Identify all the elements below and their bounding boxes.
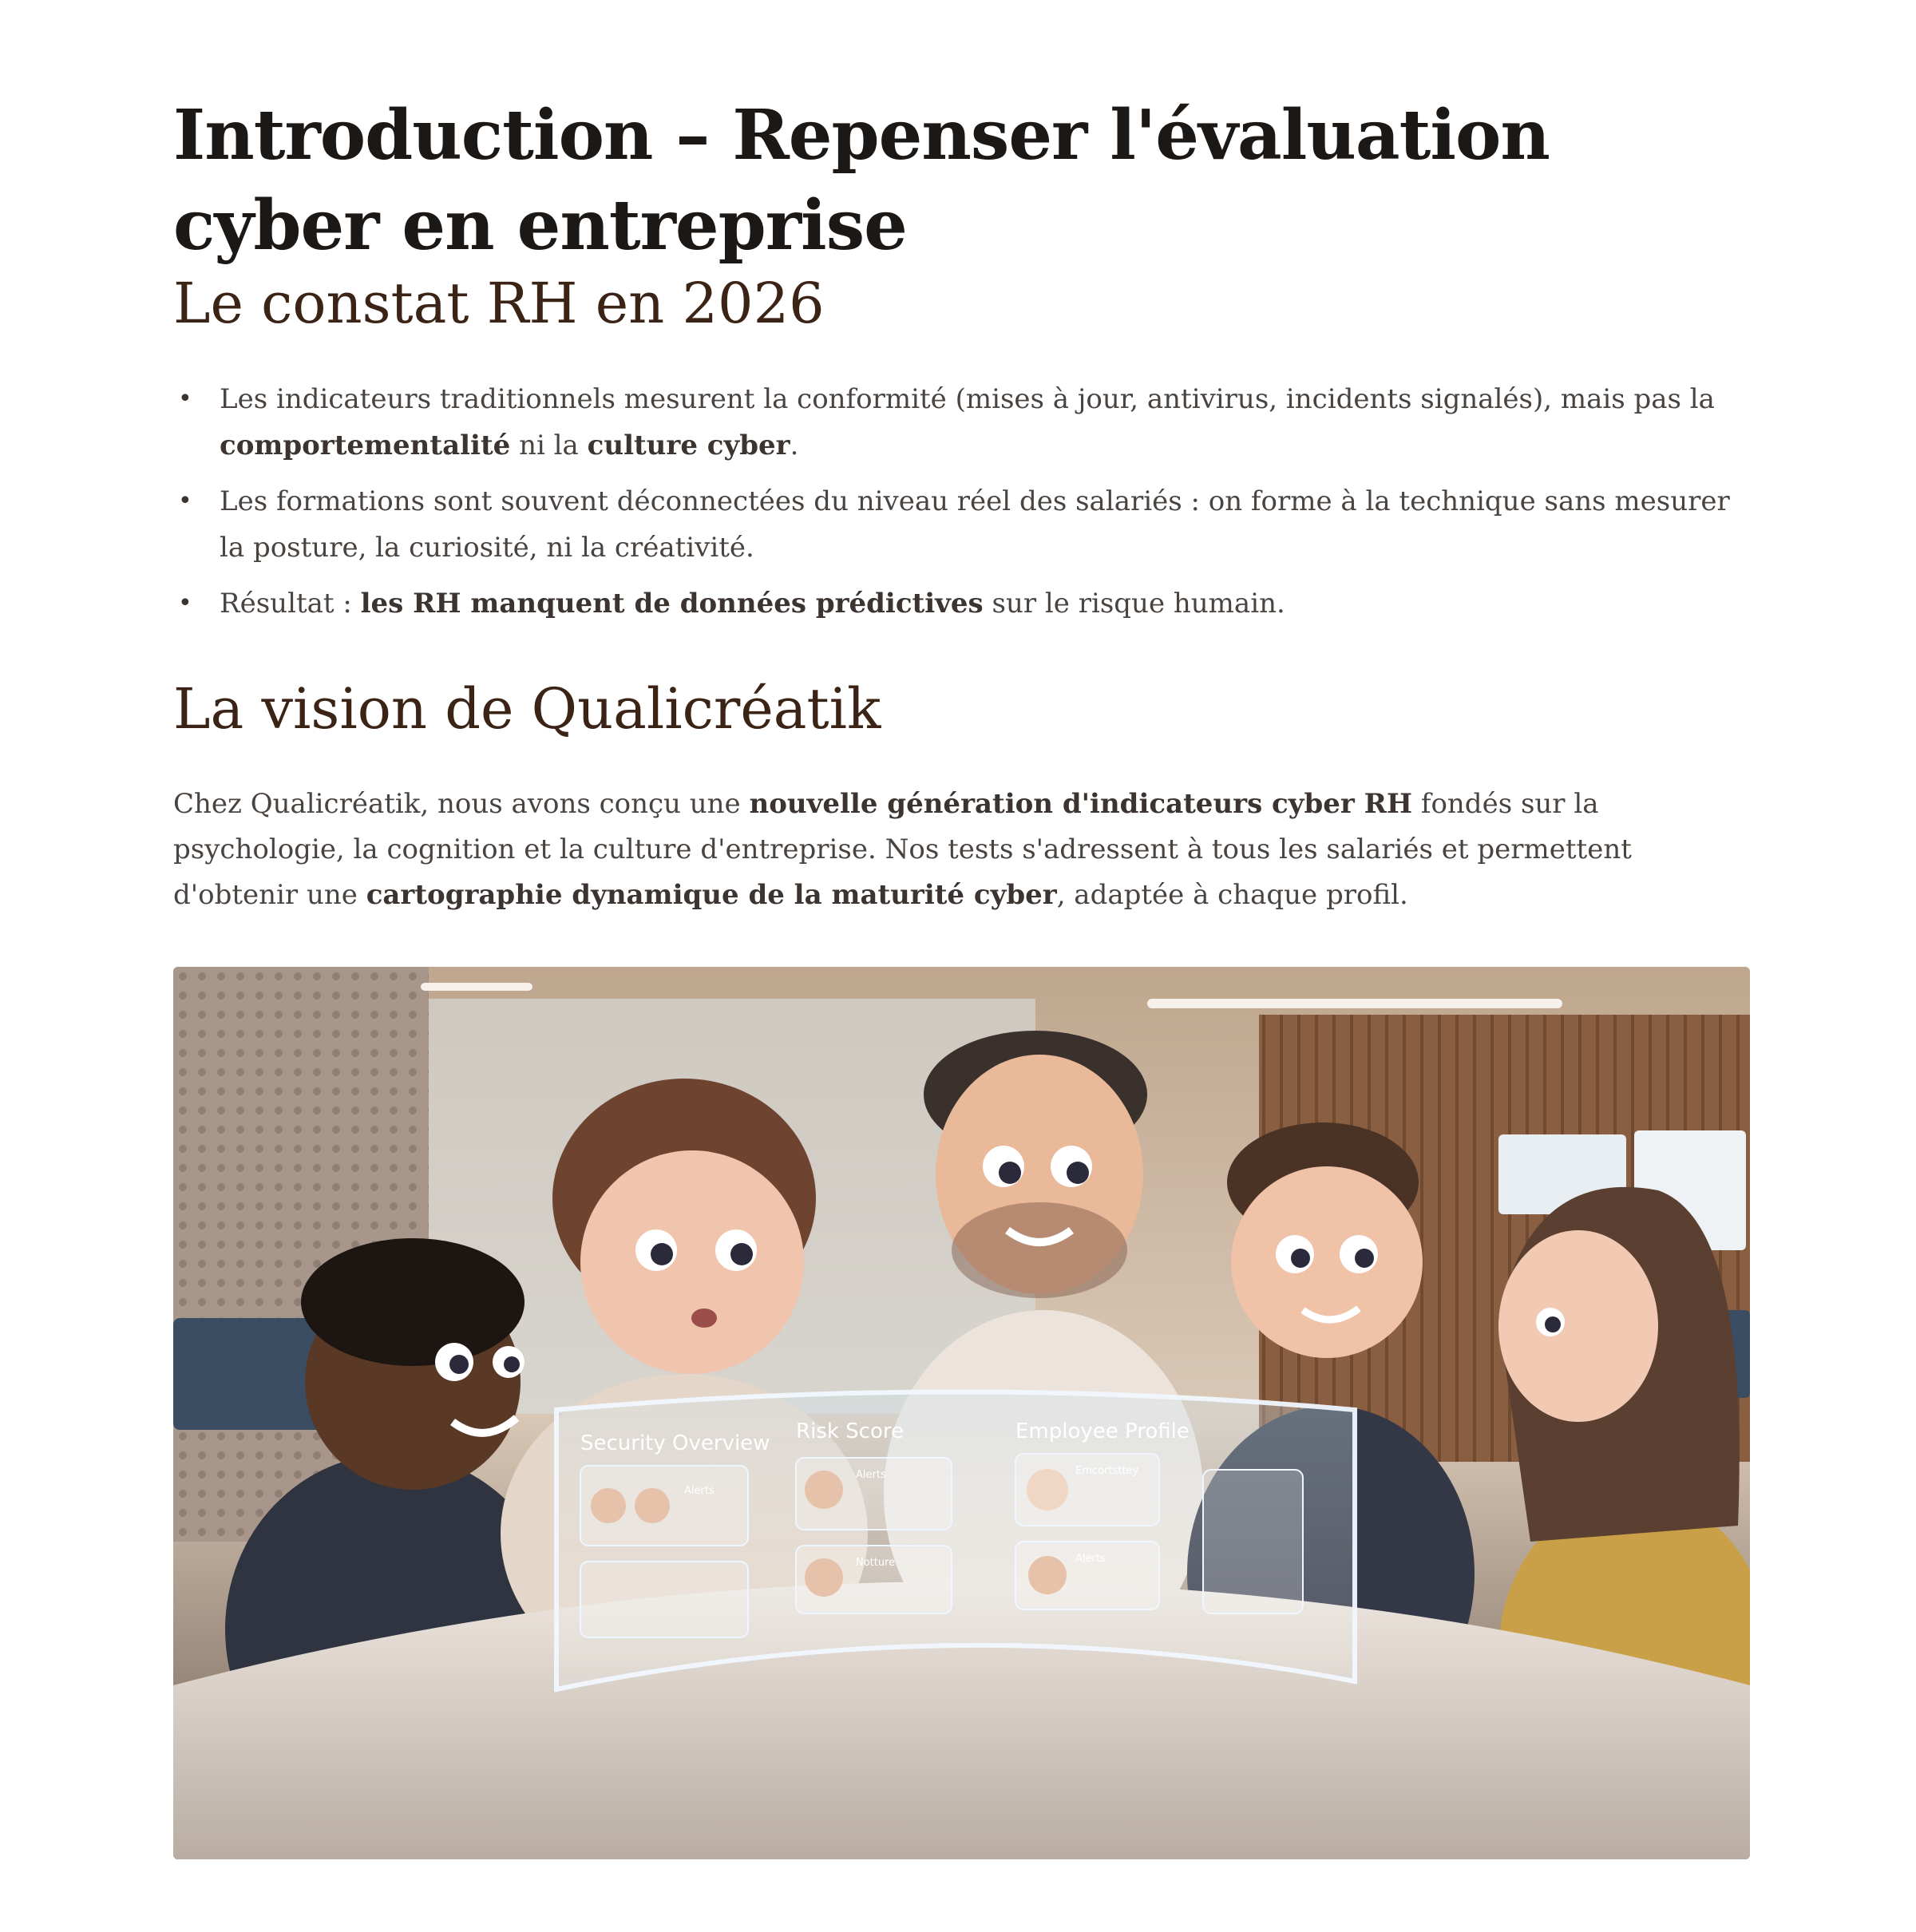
bullet-icon: • xyxy=(178,487,192,515)
card-label: Alerts xyxy=(1075,1553,1106,1565)
bullet-text: . xyxy=(790,430,799,461)
bullet-icon: • xyxy=(178,589,192,617)
para-text: fondés sur la psychologie, la cognition et la culture d'entreprise. Nos tests s'adressent à tous les salariés et permettent d'obtenir une xyxy=(173,788,1632,911)
card-label: Notture xyxy=(856,1557,896,1569)
card-label: Emcortsttey xyxy=(1075,1465,1139,1477)
para-text: , adaptée à chaque profil. xyxy=(1056,879,1408,911)
list-item xyxy=(173,478,1750,571)
avatar xyxy=(1028,1556,1067,1594)
bullet-emphasis: comportementalité xyxy=(220,430,511,461)
para-emphasis: cartographie dynamique de la maturité cyber xyxy=(366,879,1057,911)
avatar xyxy=(1027,1469,1068,1510)
ceiling-light xyxy=(1147,999,1562,1008)
card-label: Alerts xyxy=(684,1485,715,1497)
hologram-card xyxy=(1203,1470,1303,1613)
card-label: Alerts xyxy=(856,1469,886,1481)
list-item xyxy=(173,580,1750,627)
page-title: Introduction – Repenser l'évaluation cyber en entreprise xyxy=(173,95,1550,266)
section-heading-vision: La vision de Qualicréatik xyxy=(173,676,881,742)
panel-title: Security Overview xyxy=(580,1431,770,1455)
avatar xyxy=(805,1558,843,1597)
bullet-emphasis: culture cyber xyxy=(587,430,790,461)
list-item xyxy=(173,376,1750,469)
panel-title: Risk Score xyxy=(796,1419,904,1443)
hologram-card xyxy=(580,1562,748,1637)
bullet-emphasis: les RH manquent de données prédictives xyxy=(360,588,984,620)
avatar xyxy=(805,1471,843,1509)
bullet-text: Les indicateurs traditionnels mesurent la conformité (mises à jour, antivirus, incidents signalés), mais pas la xyxy=(220,383,1715,415)
holographic-display xyxy=(556,1392,1355,1690)
document-page xyxy=(173,0,1750,918)
panel-title: Employee Profile xyxy=(1015,1419,1190,1443)
para-text: Chez Qualicréatik, nous avons conçu une xyxy=(173,788,750,820)
constat-bullet-list xyxy=(173,376,1750,627)
hero-illustration xyxy=(173,967,1750,1859)
bullet-text: ni la xyxy=(510,430,588,461)
section-heading-constat: Le constat RH en 2026 xyxy=(173,271,825,336)
bullet-icon: • xyxy=(178,385,192,413)
avatar xyxy=(635,1488,670,1523)
bullet-text: Les formations sont souvent déconnectées du niveau réel des salariés : on forme à la technique sans mesurer la posture, la curiosité, ni la créativité. xyxy=(220,485,1730,564)
para-emphasis: nouvelle génération d'indicateurs cyber RH xyxy=(749,788,1413,820)
bullet-text: Résultat : xyxy=(220,588,361,620)
vision-paragraph xyxy=(173,782,1750,918)
bullet-text: sur le risque humain. xyxy=(983,588,1285,620)
ceiling-light xyxy=(421,983,532,991)
avatar xyxy=(591,1488,626,1523)
